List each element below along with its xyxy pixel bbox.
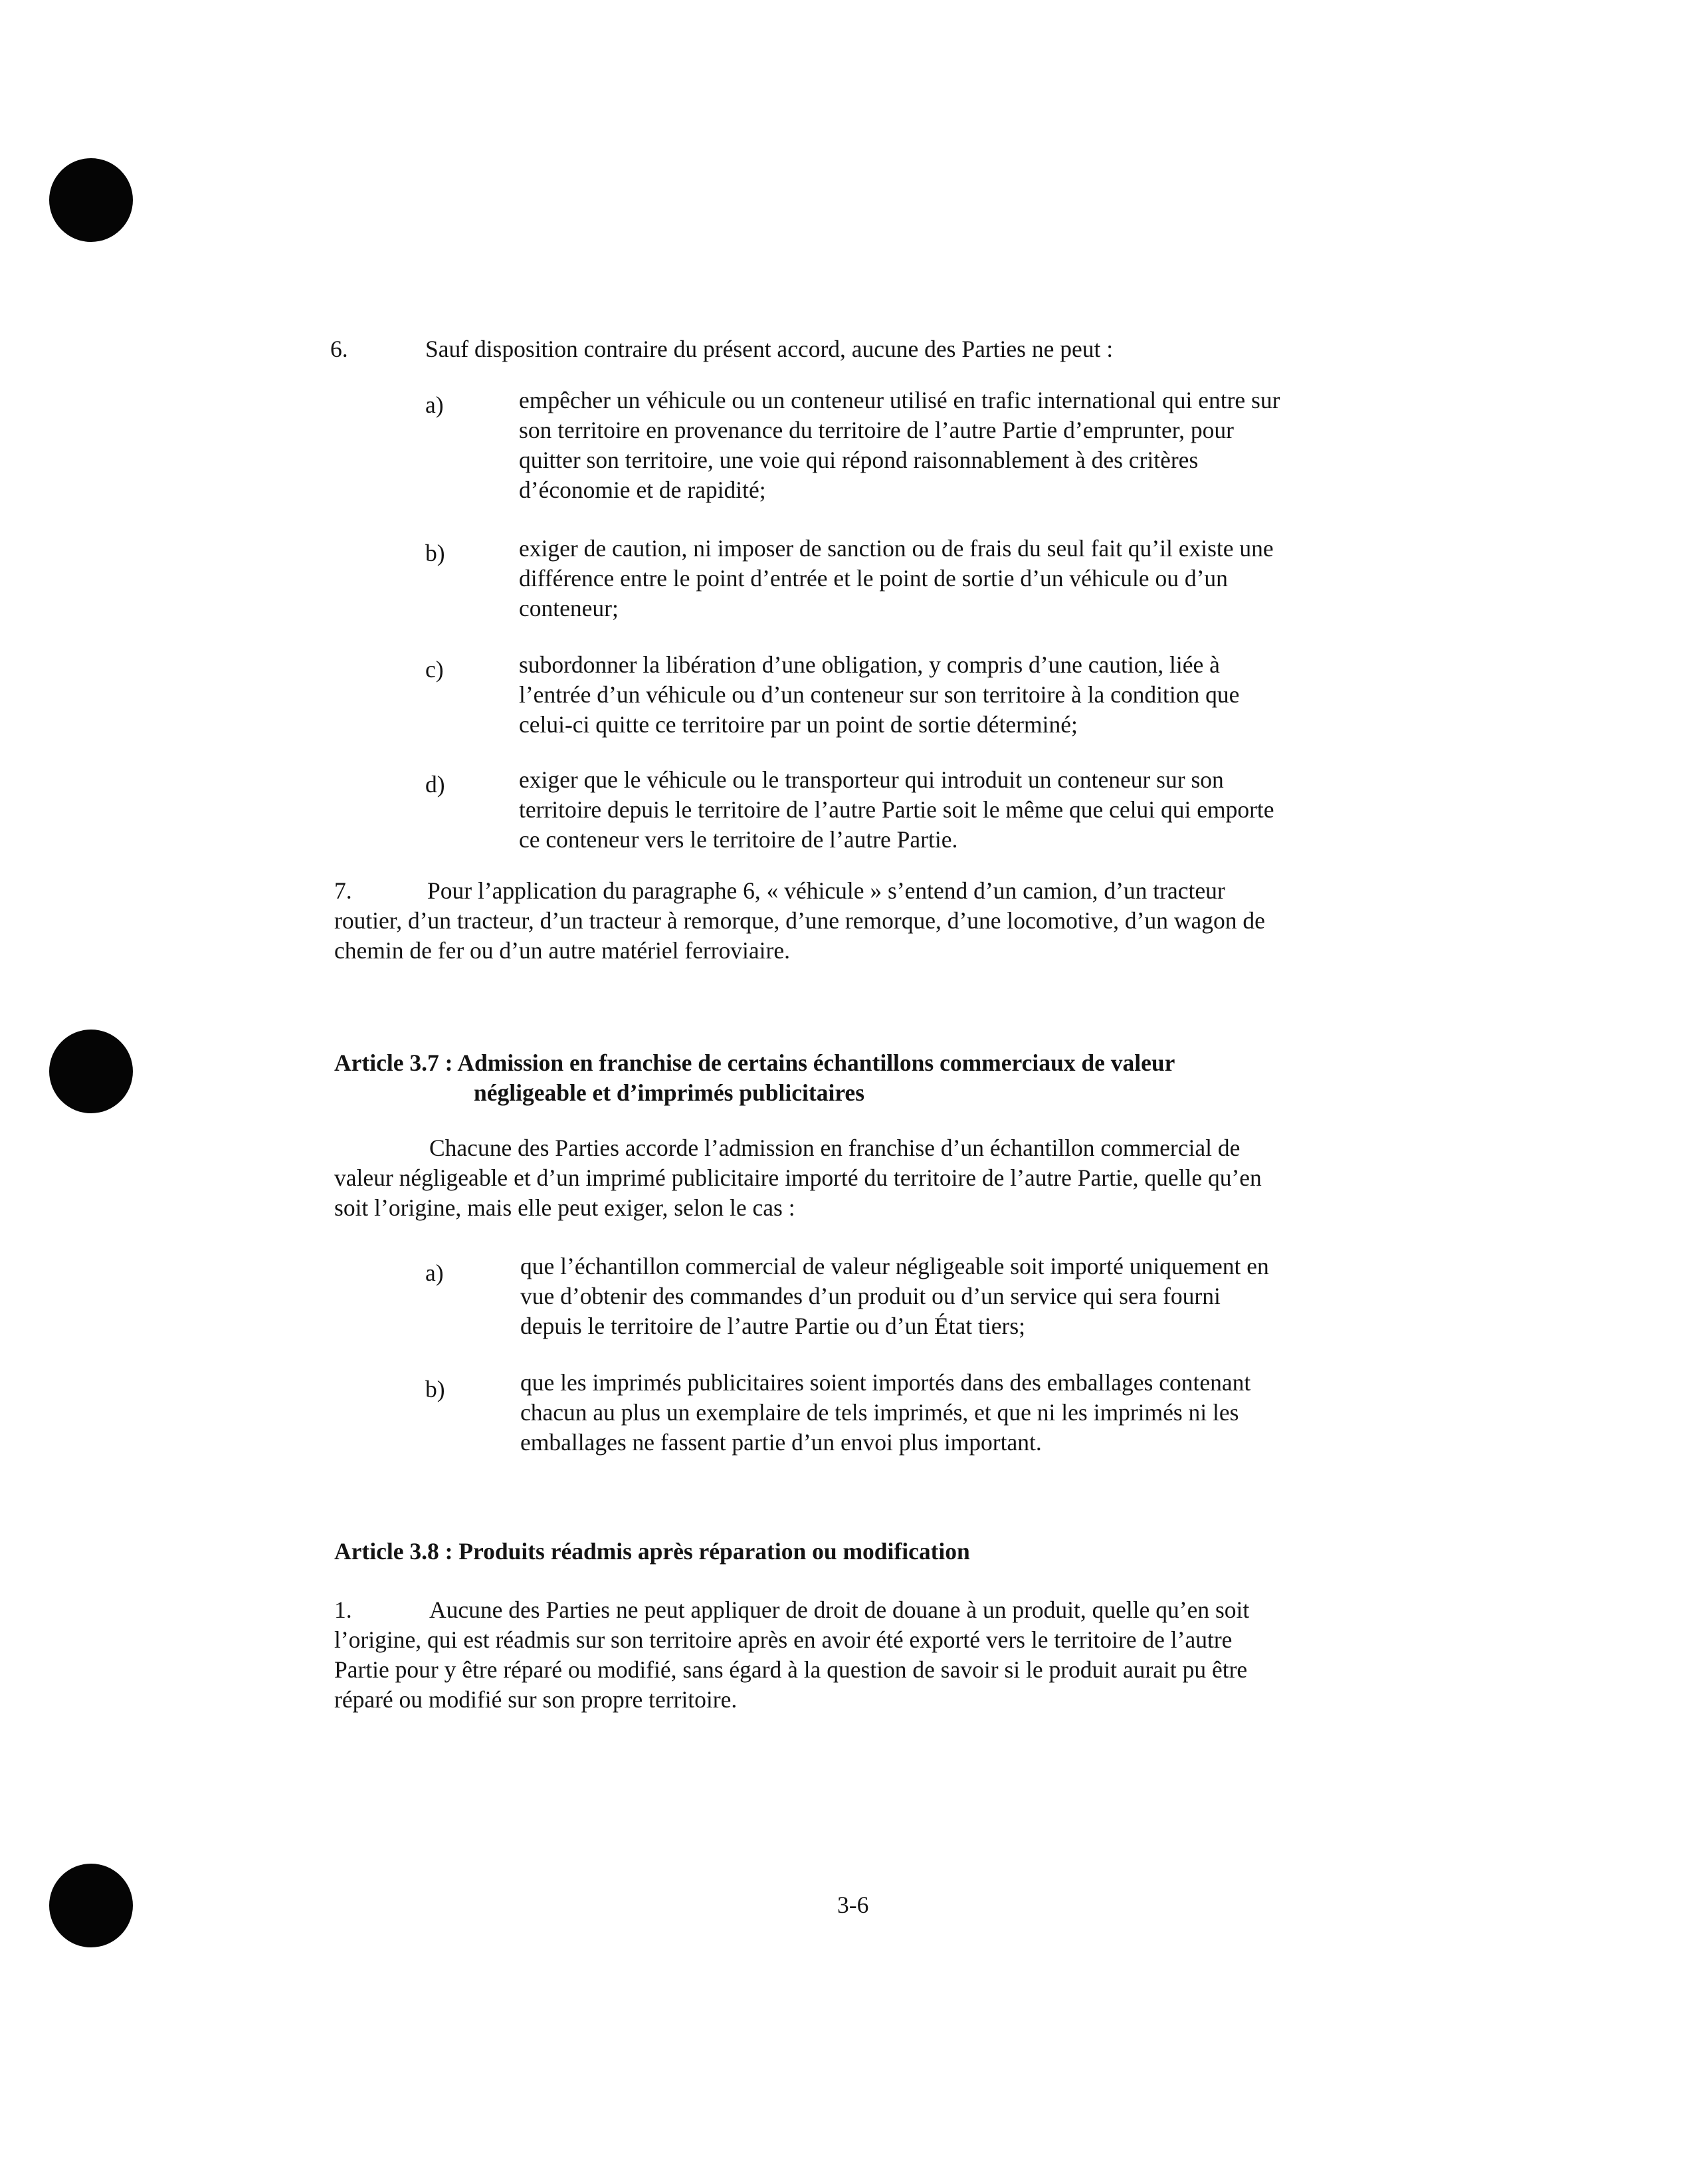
text-line: soit l’origine, mais elle peut exiger, selon le cas :	[334, 1194, 795, 1221]
punch-hole	[49, 158, 133, 242]
text-line: Partie pour y être réparé ou modifié, sans égard à la question de savoir si le produit aurait pu être	[334, 1656, 1248, 1683]
list-item	[519, 650, 1239, 740]
list-item	[520, 1252, 1269, 1341]
text-line: Pour l’application du paragraphe 6, « véhicule » s’entend d’un camion, d’un tracteur	[427, 877, 1225, 904]
list-item	[520, 1368, 1250, 1458]
text-line: chacun au plus un exemplaire de tels imprimés, et que ni les imprimés ni les	[520, 1399, 1239, 1426]
list-item	[519, 765, 1274, 855]
page-number: 3-6	[837, 1892, 869, 1918]
text-line: réparé ou modifié sur son propre territoire.	[334, 1686, 738, 1713]
item-label: d)	[425, 771, 445, 798]
text-line: quitter son territoire, une voie qui répond raisonnablement à des critères	[519, 447, 1199, 473]
text-line: emballages ne fassent partie d’un envoi plus important.	[520, 1429, 1042, 1456]
text-line: différence entre le point d’entrée et le point de sortie d’un véhicule ou d’un	[519, 565, 1228, 592]
punch-hole	[49, 1864, 133, 1947]
punch-hole	[49, 1030, 133, 1113]
paragraph-intro: Sauf disposition contraire du présent accord, aucune des Parties ne peut :	[425, 336, 1114, 362]
text-line: l’entrée d’un véhicule ou d’un conteneur sur son territoire à la condition que	[519, 681, 1240, 708]
item-label: b)	[425, 1376, 445, 1402]
text-line: subordonner la libération d’une obligation, y compris d’une caution, liée à	[519, 651, 1220, 678]
list-item	[519, 534, 1274, 623]
text-line: ce conteneur vers le territoire de l’autre Partie.	[519, 826, 958, 853]
item-label: b)	[425, 540, 445, 566]
text-line: chemin de fer ou d’un autre matériel ferroviaire.	[334, 937, 790, 964]
paragraph-body	[334, 876, 1265, 966]
text-line: que les imprimés publicitaires soient importés dans des emballages contenant	[520, 1369, 1251, 1396]
article-heading: Article 3.8 : Produits réadmis après réparation ou modification	[334, 1538, 970, 1565]
article-heading	[334, 1048, 1175, 1108]
paragraph-number: 6.	[330, 336, 348, 362]
text-line: Chacune des Parties accorde l’admission en franchise d’un échantillon commercial de	[429, 1135, 1241, 1161]
list-item	[519, 385, 1280, 505]
text-line: Aucune des Parties ne peut appliquer de droit de douane à un produit, quelle qu’en soit	[429, 1596, 1250, 1623]
text-line: exiger de caution, ni imposer de sanction ou de frais du seul fait qu’il existe une	[519, 535, 1274, 562]
text-line: depuis le territoire de l’autre Partie ou d’un État tiers;	[520, 1313, 1026, 1339]
paragraph-body	[334, 1595, 1249, 1715]
paragraph-number: 1.	[334, 1596, 352, 1623]
item-label: c)	[425, 656, 444, 683]
heading-line: Article 3.7 : Admission en franchise de certains échantillons commerciaux de valeur	[334, 1049, 1175, 1076]
text-line: vue d’obtenir des commandes d’un produit ou d’un service qui sera fourni	[520, 1283, 1221, 1309]
paragraph-number: 7.	[334, 877, 352, 904]
text-line: valeur négligeable et d’un imprimé publicitaire importé du territoire de l’autre Partie, quelle qu’en	[334, 1164, 1262, 1191]
item-label: a)	[425, 391, 444, 418]
text-line: celui-ci quitte ce territoire par un point de sortie déterminé;	[519, 711, 1078, 738]
heading-line: négligeable et d’imprimés publicitaires	[474, 1079, 865, 1106]
item-label: a)	[425, 1259, 444, 1286]
text-line: l’origine, qui est réadmis sur son territoire après en avoir été exporté vers le territoire de l’autre	[334, 1626, 1233, 1653]
text-line: conteneur;	[519, 595, 619, 621]
text-line: territoire depuis le territoire de l’autre Partie soit le même que celui qui emporte	[519, 796, 1274, 823]
article-intro	[334, 1133, 1262, 1223]
text-line: son territoire en provenance du territoire de l’autre Partie d’emprunter, pour	[519, 417, 1234, 443]
text-line: exiger que le véhicule ou le transporteur qui introduit un conteneur sur son	[519, 766, 1224, 793]
text-line: empêcher un véhicule ou un conteneur utilisé en trafic international qui entre sur	[519, 387, 1280, 413]
text-line: d’économie et de rapidité;	[519, 477, 766, 503]
text-line: que l’échantillon commercial de valeur négligeable soit importé uniquement en	[520, 1253, 1269, 1279]
text-line: routier, d’un tracteur, d’un tracteur à remorque, d’une remorque, d’une locomotive, d’un wagon de	[334, 907, 1265, 934]
